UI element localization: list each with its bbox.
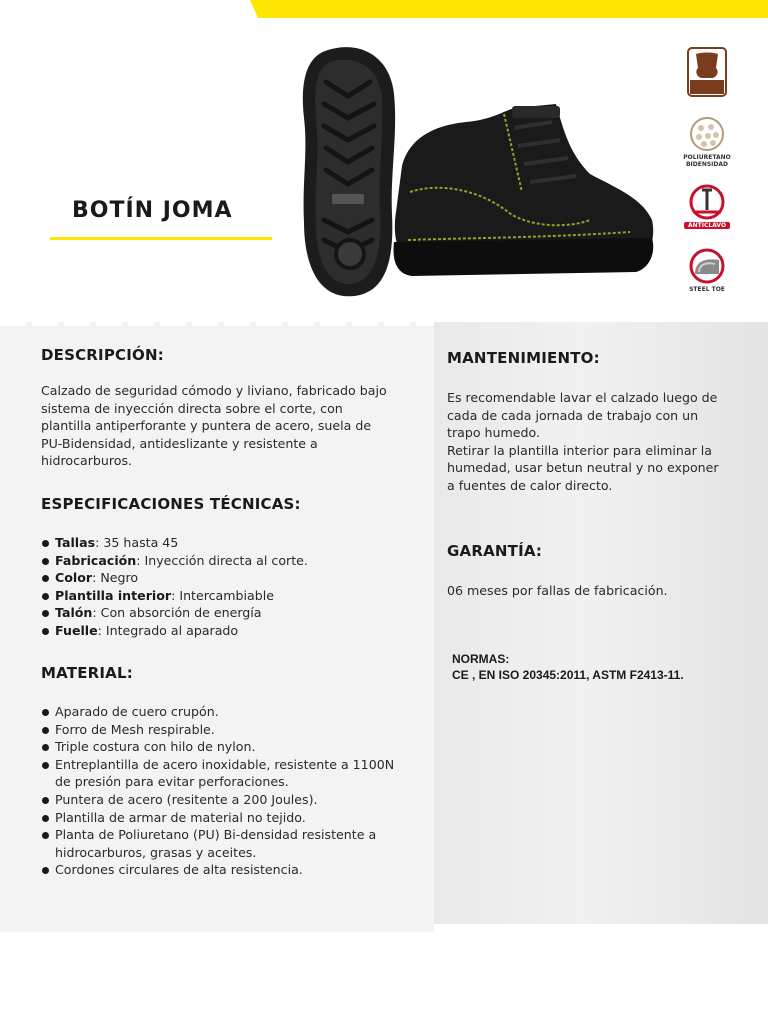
top-accent-bar	[250, 0, 768, 18]
especificaciones-heading: ESPECIFICACIONES TÉCNICAS:	[41, 495, 301, 513]
material-item: Cordones circulares de alta resistencia.	[41, 861, 426, 879]
polyurethane-icon	[687, 116, 727, 152]
material-item: Entreplantilla de acero inoxidable, resistente a 1100N de presión para evitar perforaciones.	[41, 756, 426, 791]
material-item: Puntera de acero (resitente a 200 Joules).	[41, 791, 426, 809]
mantenimiento-text: Es recomendable lavar el calzado luego de cada de cada jornada de trabajo con un trapo humedo. Retirar la plantilla interior para eliminar la humedad, usar betun neutral y no exponer a fuentes de calor directo.	[447, 390, 719, 493]
boot-sole-view	[303, 47, 395, 296]
leather-icon	[686, 46, 728, 98]
especificaciones-list	[41, 534, 421, 640]
material-heading: MATERIAL:	[41, 664, 133, 682]
descripcion-heading: DESCRIPCIÓN:	[41, 346, 164, 364]
spec-item-talon: Talón: Con absorción de energía	[41, 604, 421, 622]
material-item: Plantilla de armar de material no tejido.	[41, 809, 426, 827]
boot-product-image	[290, 42, 660, 304]
spec-item-color: Color: Negro	[41, 569, 421, 587]
anti-nail-label: ANTICLAVO	[684, 222, 730, 229]
badge-anti-nail	[676, 184, 738, 229]
spec-item-fabricacion: Fabricación: Inyección directa al corte.	[41, 552, 421, 570]
material-item: Forro de Mesh respirable.	[41, 721, 426, 739]
badge-polyurethane	[676, 116, 738, 168]
boot-side-view	[394, 104, 654, 276]
normas-text: CE , EN ISO 20345:2011, ASTM F2413-11.	[452, 668, 684, 682]
material-item: Planta de Poliuretano (PU) Bi-densidad resistente a hidrocarburos, grasas y aceites.	[41, 826, 426, 861]
badge-leather	[676, 46, 738, 98]
normas-block	[452, 651, 684, 683]
garantia-text: 06 meses por fallas de fabricación.	[447, 583, 668, 598]
material-list	[41, 703, 426, 879]
material-item: Aparado de cuero crupón.	[41, 703, 426, 721]
anti-nail-icon	[687, 184, 727, 220]
product-title: BOTÍN JOMA	[72, 198, 233, 223]
descripcion-text: Calzado de seguridad cómodo y liviano, fabricado bajo sistema de inyección directa sobre el corte, con plantilla antiperforante y puntera de acero, suela de PU-Bidensidad, antideslizante y resistente a hidrocarburos.	[41, 383, 387, 469]
spec-item-plantilla: Plantilla interior: Intercambiable	[41, 587, 421, 605]
title-underline	[50, 237, 272, 240]
material-item: Triple costura con hilo de nylon.	[41, 738, 426, 756]
panel-top-dash-line	[0, 322, 434, 326]
spec-item-tallas: Tallas: 35 hasta 45	[41, 534, 421, 552]
garantia-heading: GARANTÍA:	[447, 542, 543, 560]
normas-label: NORMAS:	[452, 652, 510, 666]
polyurethane-label: POLIURETANO BIDENSIDAD	[683, 154, 731, 168]
mantenimiento-heading: MANTENIMIENTO:	[447, 349, 600, 367]
spec-item-fuelle: Fuelle: Integrado al aparado	[41, 622, 421, 640]
badge-steel-toe	[676, 248, 738, 293]
steel-toe-icon	[687, 248, 727, 284]
steel-toe-label: STEEL TOE	[689, 286, 725, 293]
